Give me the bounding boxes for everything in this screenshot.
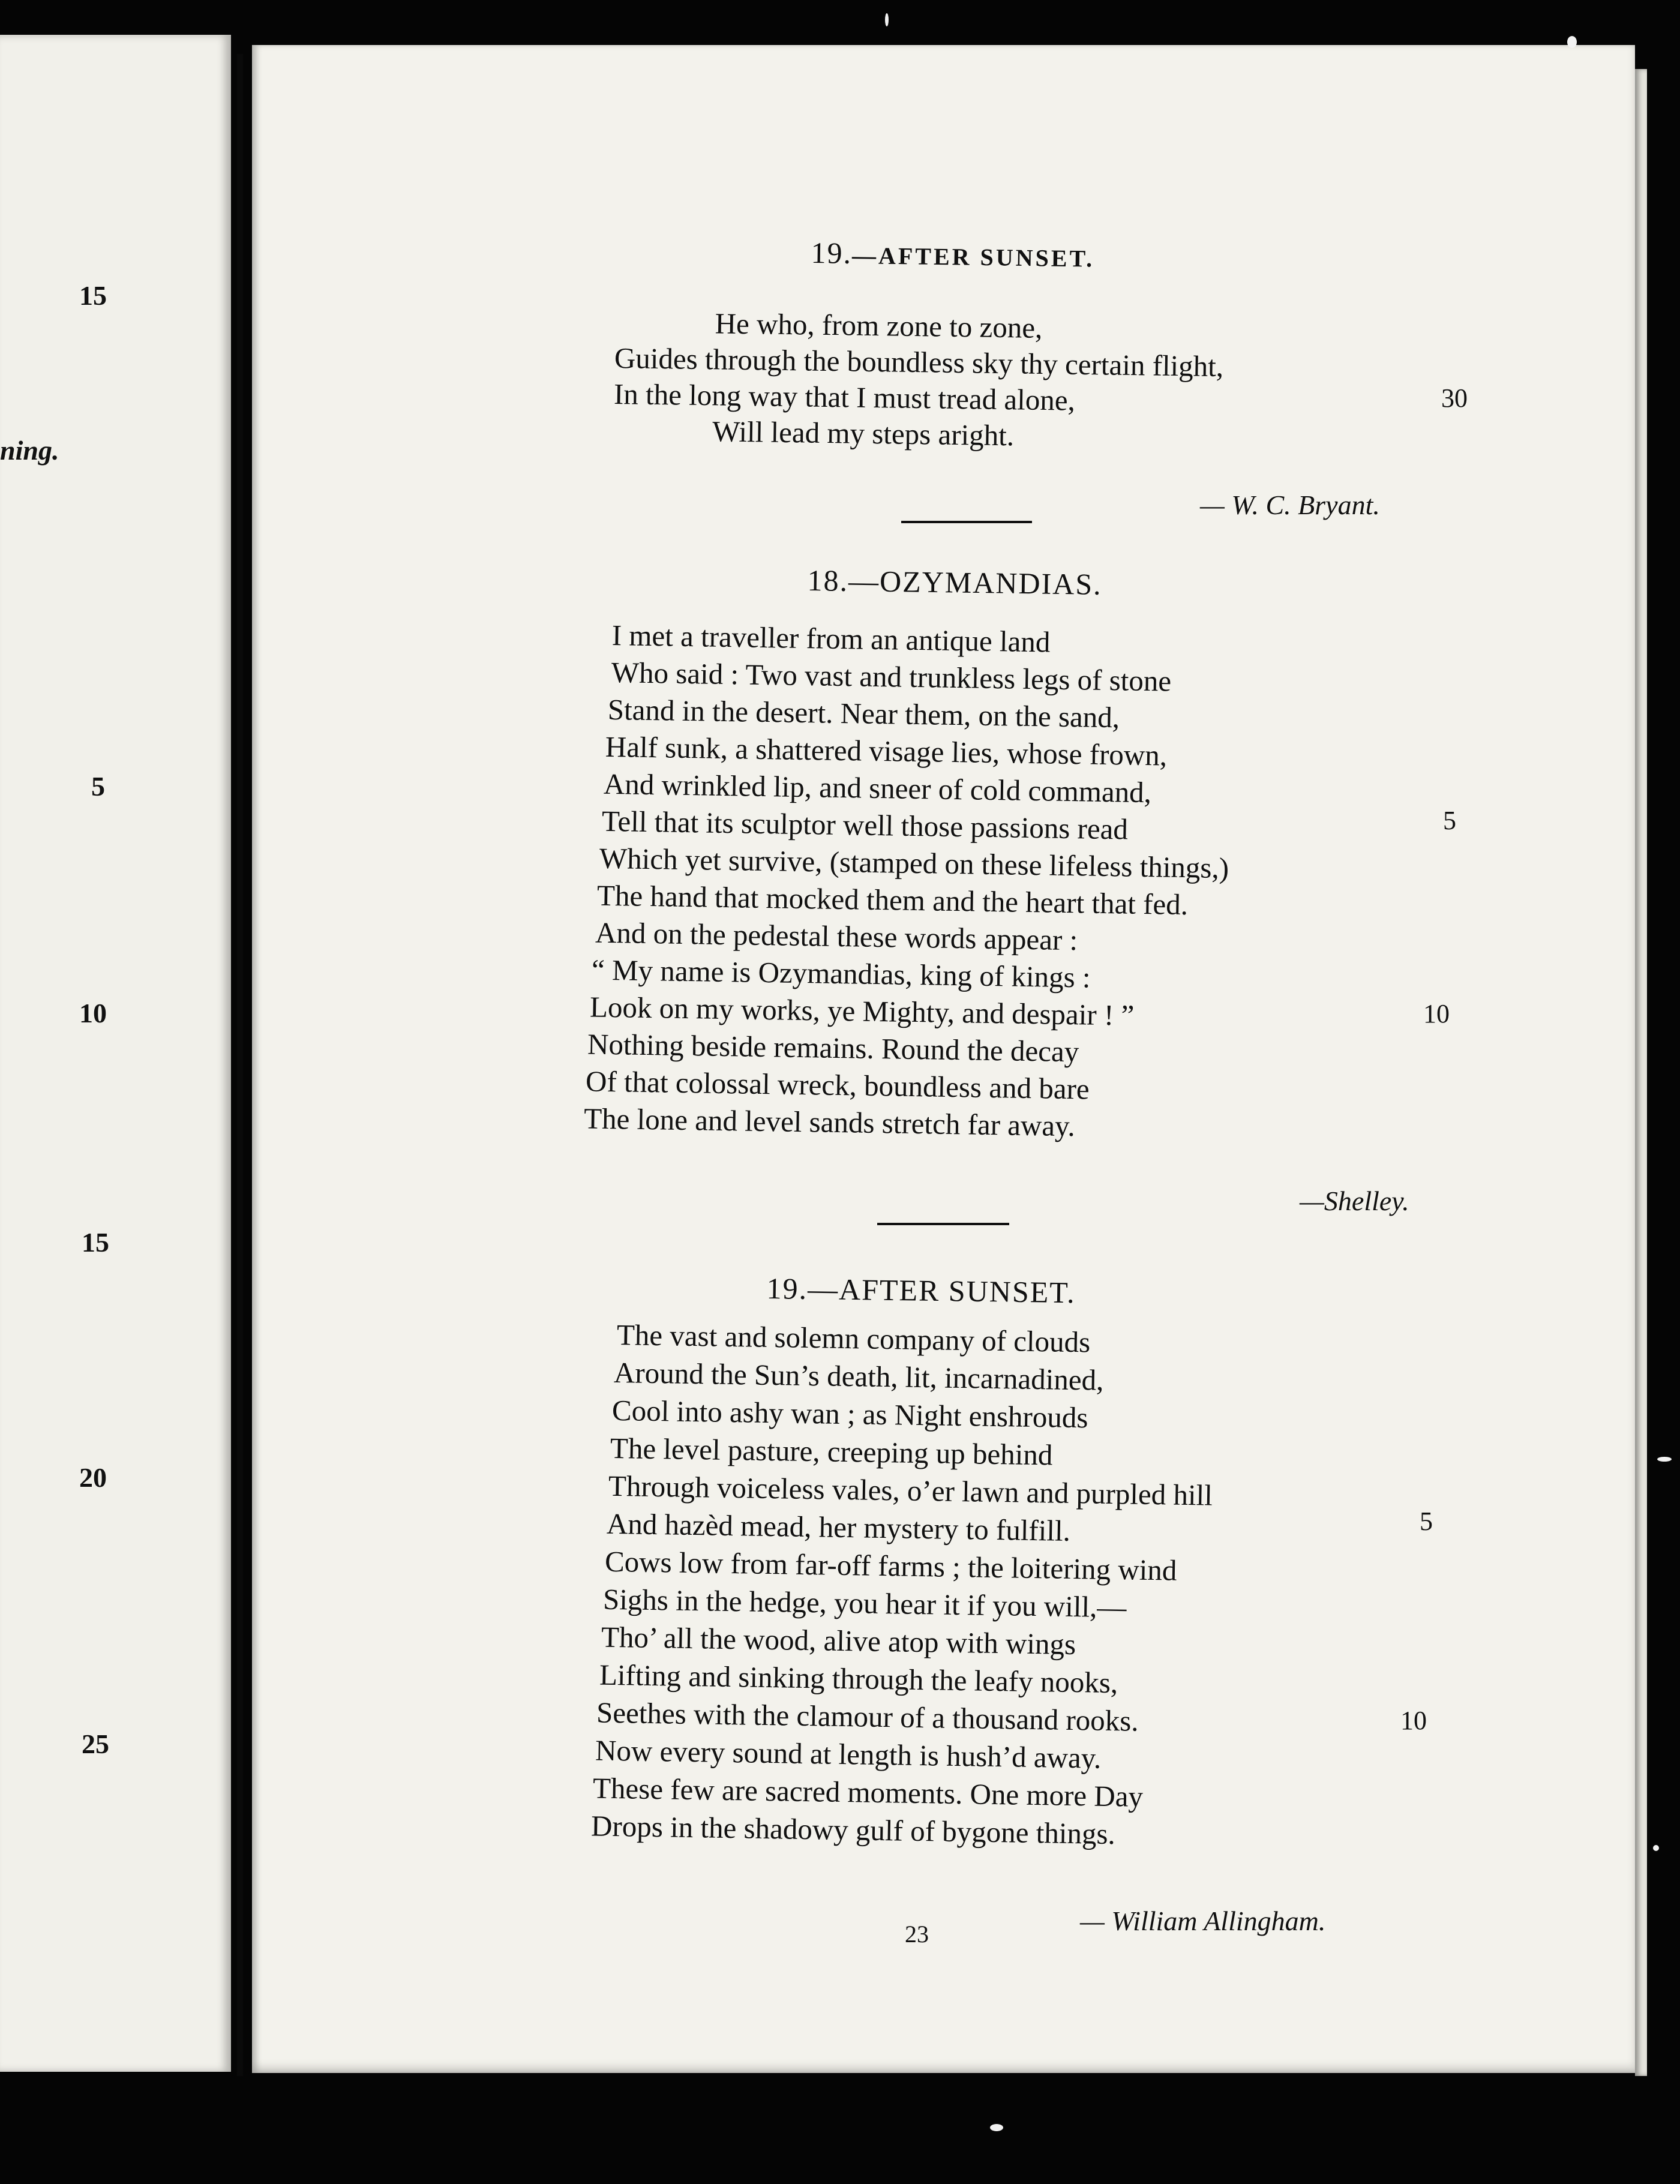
poem-line: Lifting and sinking through the leafy nooks, — [599, 1658, 1118, 1700]
page-number: 23 — [905, 1921, 929, 1948]
left-line-number: 5 — [91, 771, 105, 802]
section-number: 19. — [766, 1271, 808, 1306]
section-number: 19. — [811, 235, 853, 270]
poem-line: Half sunk, a shattered visage lies, whose frown, — [605, 730, 1168, 772]
scan-speck — [990, 2124, 1003, 2131]
poem-line: Stand in the desert. Near them, on the sand, — [607, 692, 1120, 734]
scan-speck — [885, 13, 889, 26]
poem-line: The hand that mocked them and the heart that fed. — [596, 878, 1189, 922]
poem-line: Of that colossal wreck, boundless and bare — [585, 1064, 1090, 1106]
line-number: 10 — [1423, 999, 1450, 1028]
section-heading — [811, 235, 1094, 274]
poem-line: And wrinkled lip, and sneer of cold command, — [603, 767, 1152, 809]
poem-line: Guides through the boundless sky thy certain flight, — [614, 341, 1224, 383]
line-number: 30 — [1441, 383, 1468, 413]
poem-line: I met a traveller from an antique land — [611, 619, 1051, 659]
poem-line: Around the Sun’s death, lit, incarnadined, — [613, 1355, 1104, 1397]
poem-line: Will lead my steps aright. — [712, 415, 1015, 452]
line-number: 10 — [1400, 1706, 1427, 1735]
poem-line: Look on my works, ye Mighty, and despair ! ” — [589, 990, 1135, 1032]
poem-line: Drops in the shadowy gulf of bygone things. — [590, 1809, 1116, 1851]
left-line-number: 10 — [79, 998, 107, 1028]
poem-line: The vast and solemn company of clouds — [616, 1318, 1091, 1359]
scan-speck — [1657, 1457, 1672, 1462]
poem-line: Through voiceless vales, o’er lawn and purpled hill — [608, 1469, 1213, 1512]
scan-speck — [1567, 36, 1577, 48]
attribution: — William Allingham. — [1080, 1906, 1326, 1936]
section-heading — [807, 563, 1102, 602]
section-title: —AFTER SUNSET. — [807, 1271, 1076, 1310]
section-divider — [877, 1223, 1009, 1225]
attribution: — W. C. Bryant. — [1200, 490, 1380, 520]
left-line-number: 25 — [82, 1729, 109, 1759]
left-line-number: 20 — [79, 1462, 107, 1493]
poem-line: And hazèd mead, her mystery to fulfill. — [606, 1507, 1071, 1547]
left-page-fragment: ning. — [0, 435, 59, 466]
left-line-number: 15 — [82, 1227, 109, 1258]
section-title: —AFTER SUNSET. — [851, 241, 1095, 272]
poem-line: “ My name is Ozymandias, king of kings : — [591, 953, 1091, 994]
poem-line: Now every sound at length is hush’d away. — [595, 1733, 1102, 1775]
left-page — [0, 35, 231, 2072]
line-number: 5 — [1443, 806, 1456, 835]
scan-speck — [1653, 1845, 1659, 1851]
poem-line: Cows low from far-off farms ; the loitering wind — [604, 1544, 1177, 1587]
poem-line: And on the pedestal these words appear : — [595, 916, 1078, 957]
poem-line: These few are sacred moments. One more Day — [592, 1771, 1144, 1813]
poem-line: Tho’ all the wood, alive atop with wings — [601, 1620, 1076, 1661]
poem-line: The lone and level sands stretch far away. — [583, 1102, 1076, 1143]
line-number: 5 — [1420, 1507, 1433, 1536]
attribution: —Shelley. — [1300, 1186, 1409, 1216]
poem-line: In the long way that I must tread alone, — [613, 377, 1076, 417]
section-title: —OZYMANDIAS. — [848, 563, 1103, 601]
poem-line: The level pasture, creeping up behind — [610, 1431, 1053, 1472]
poem-line: Nothing beside remains. Round the decay — [587, 1027, 1079, 1069]
poem-line: Cool into ashy wan ; as Night enshrouds — [611, 1393, 1088, 1435]
left-line-number: 15 — [79, 280, 107, 311]
poem-line: Sighs in the hedge, you hear it if you will,— — [602, 1582, 1127, 1624]
section-divider — [901, 521, 1032, 523]
poem-line: Tell that its sculptor well those passions read — [601, 804, 1129, 846]
poem-line: Which yet survive, (stamped on these lifeless things,) — [599, 841, 1229, 885]
poem-line: Seethes with the clamour of a thousand rooks. — [596, 1696, 1139, 1738]
poem-line: He who, from zone to zone, — [715, 307, 1043, 344]
section-heading — [766, 1271, 1076, 1310]
poem-line: Who said : Two vast and trunkless legs of stone — [611, 655, 1172, 698]
book-gutter — [237, 54, 243, 2076]
page-edge — [1635, 69, 1647, 2076]
section-number: 18. — [807, 563, 849, 598]
